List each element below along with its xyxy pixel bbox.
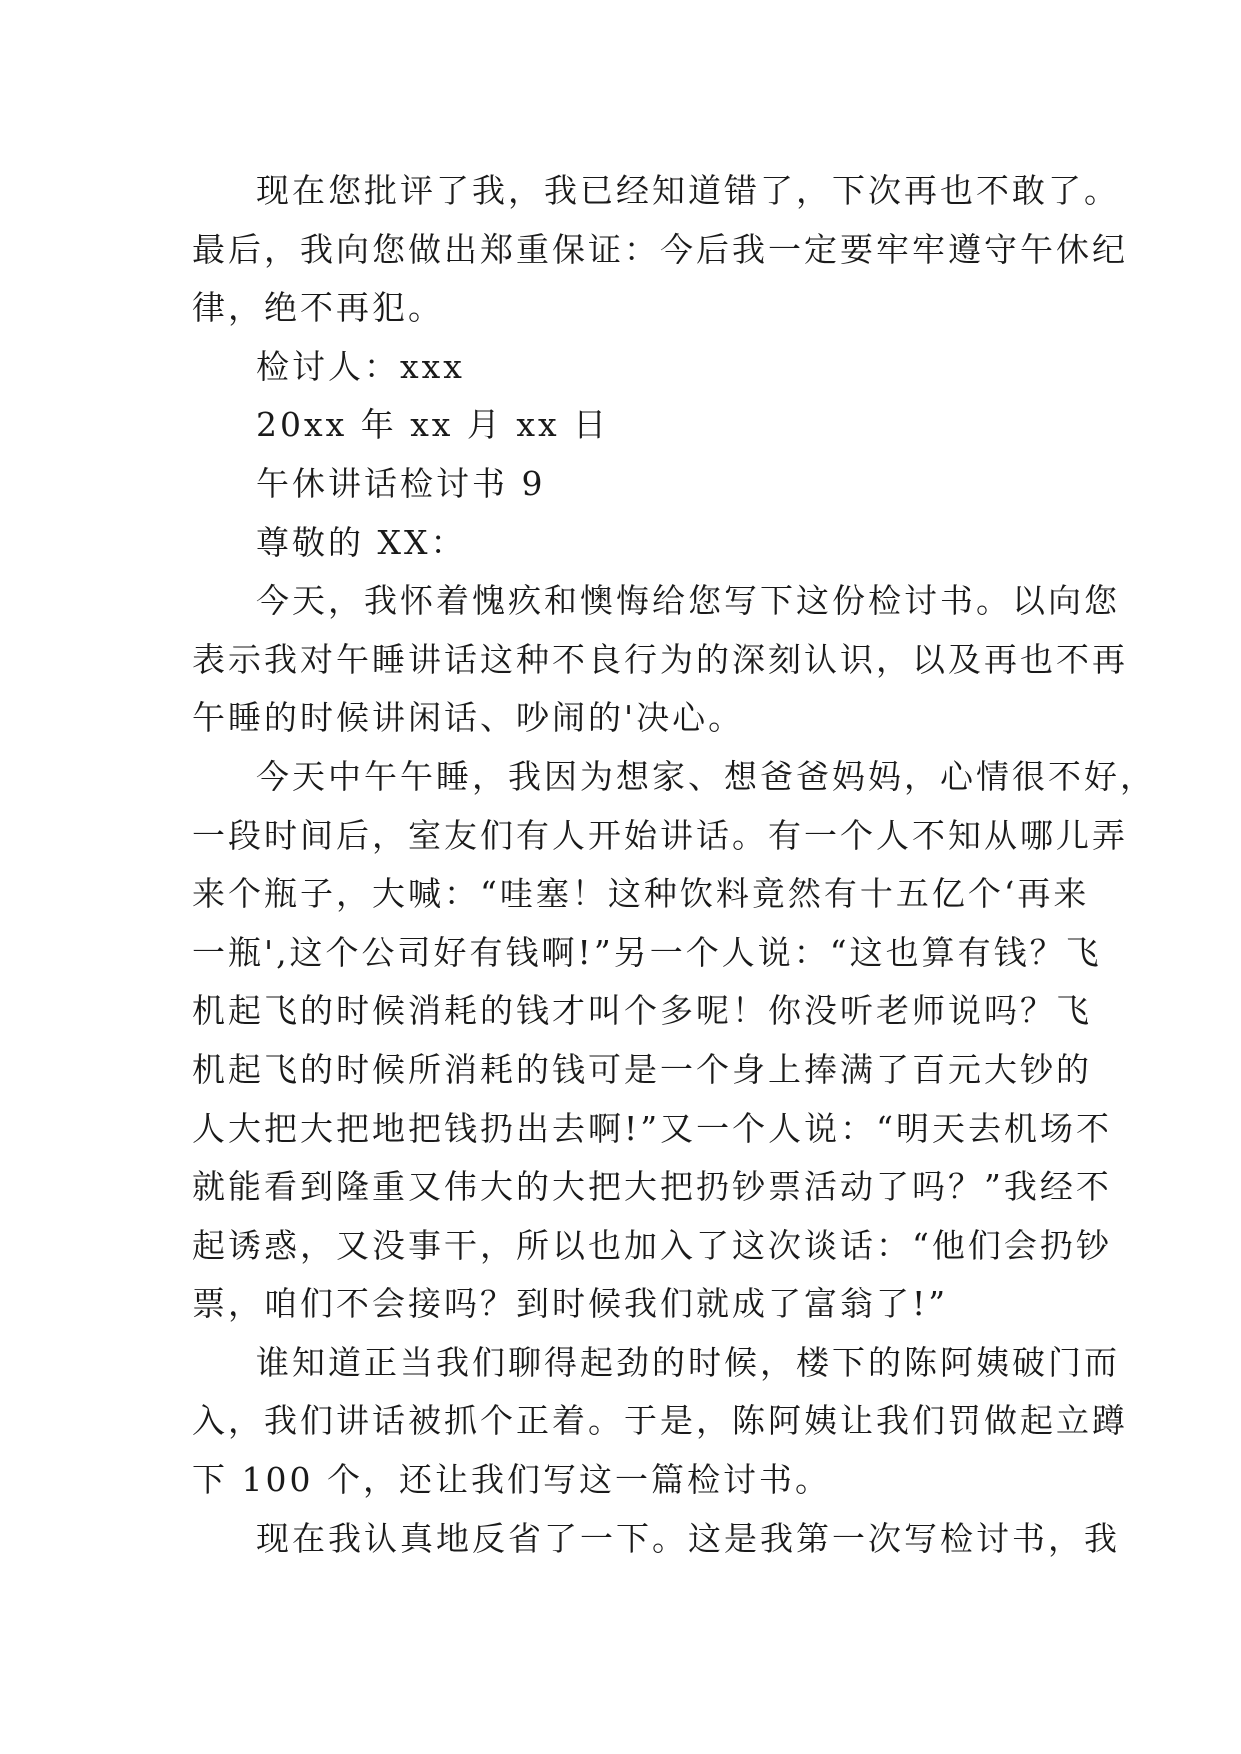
paragraph-line: 人大把大把地把钱扔出去啊!”又一个人说：“明天去机场不 <box>192 1108 1113 1148</box>
signature-label: 检讨人：xxx <box>256 346 465 386</box>
paragraph-line: 就能看到隆重又伟大的大把大把扔钞票活动了吗？”我经不 <box>192 1167 1112 1207</box>
paragraph-line: 票，咱们不会接吗？到时候我们就成了富翁了!” <box>192 1284 949 1324</box>
paragraph-line: 机起飞的时候消耗的钱才叫个多呢！你没听老师说吗？飞 <box>192 991 1092 1031</box>
paragraph-line: 一段时间后，室友们有人开始讲话。有一个人不知从哪儿弄 <box>192 815 1128 855</box>
paragraph-line: 谁知道正当我们聊得起劲的时候，楼下的陈阿姨破门而 <box>256 1342 1120 1382</box>
paragraph-line: 表示我对午睡讲话这种不良行为的深刻认识，以及再也不再 <box>192 639 1128 679</box>
paragraph-line: 一瓶',这个公司好有钱啊!”另一个人说：“这也算有钱？飞 <box>192 932 1102 972</box>
paragraph-line: 现在您批评了我，我已经知道错了，下次再也不敢了。 <box>256 171 1120 210</box>
paragraph-line: 起诱惑，又没事干，所以也加入了这次谈话：“他们会扔钞 <box>192 1225 1112 1265</box>
paragraph-line: 午睡的时候讲闲话、吵闹的'决心。 <box>192 698 745 738</box>
paragraph-line: 律，绝不再犯。 <box>192 288 444 328</box>
paragraph-line: 来个瓶子，大喊：“哇塞！这种饮料竟然有十五亿个‘再来 <box>192 874 1090 914</box>
paragraph-line: 今天，我怀着愧疚和懊悔给您写下这份检讨书。以向您 <box>256 581 1120 621</box>
paragraph-line: 今天中午午睡，我因为想家、想爸爸妈妈，心情很不好， <box>256 756 1156 796</box>
paragraph-line: 机起飞的时候所消耗的钱可是一个身上捧满了百元大钞的 <box>192 1049 1092 1089</box>
salutation: 尊敬的 XX： <box>256 522 467 562</box>
paragraph-line: 现在我认真地反省了一下。这是我第一次写检讨书，我 <box>256 1518 1120 1558</box>
paragraph-line: 最后，我向您做出郑重保证：今后我一定要牢牢遵守午休纪 <box>192 229 1128 269</box>
paragraph-line: 下 100 个，还让我们写这一篇检讨书。 <box>192 1460 831 1500</box>
document-body <box>192 162 1156 1568</box>
section-title: 午休讲话检讨书 9 <box>256 463 546 503</box>
paragraph-line: 入，我们讲话被抓个正着。于是，陈阿姨让我们罚做起立蹲 <box>192 1401 1128 1441</box>
date-line: 20xx 年 xx 月 xx 日 <box>256 405 610 445</box>
